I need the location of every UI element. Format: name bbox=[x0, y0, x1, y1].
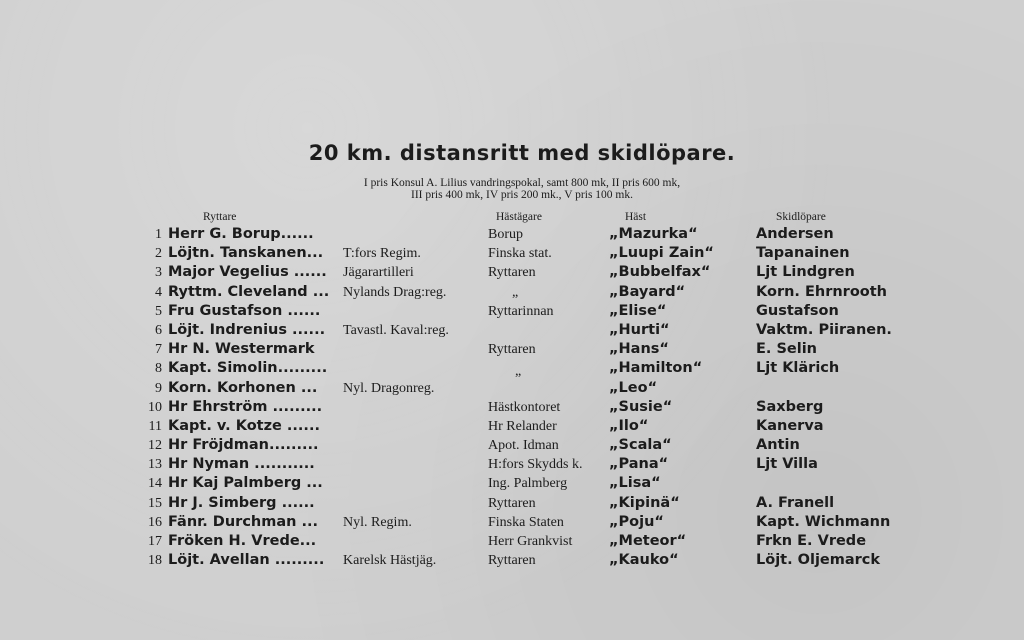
skier-name: Löjt. Oljemarck bbox=[756, 552, 881, 569]
skier-name: E. Selin bbox=[756, 341, 818, 358]
horse-name: „Susie“ bbox=[609, 398, 673, 415]
prize-line-1: I pris Konsul A. Lilius vandringspokal, samt 800 mk, II pris 600 mk, bbox=[363, 177, 681, 189]
horse-name: „Hurti“ bbox=[609, 321, 670, 338]
rider-name: Löjtn. Tanskanen... bbox=[168, 245, 324, 262]
table-row bbox=[0, 474, 1024, 493]
entries-table bbox=[0, 225, 1024, 570]
rider-unit: Jägarartilleri bbox=[343, 265, 414, 281]
horse-name: „Leo“ bbox=[609, 379, 658, 396]
table-row bbox=[0, 494, 1024, 513]
rider-name: Korn. Korhonen ... bbox=[168, 379, 318, 396]
row-number: 15 bbox=[148, 495, 162, 511]
skier-name: Tapanainen bbox=[756, 245, 850, 262]
row-number: 1 bbox=[155, 227, 162, 242]
horse-name: „Poju“ bbox=[609, 513, 664, 530]
horse-name: „Bayard“ bbox=[609, 283, 686, 300]
page-title: 20 km. distansritt med skidlöpare. bbox=[308, 141, 736, 165]
rider-unit: T:fors Regim. bbox=[343, 246, 421, 262]
skier-name: Gustafson bbox=[756, 302, 839, 319]
row-number: 9 bbox=[155, 380, 162, 396]
horse-owner: Herr Grankvist bbox=[488, 534, 573, 549]
rider-name: Hr Nyman ........... bbox=[168, 456, 315, 473]
horse-name: „Ilo“ bbox=[609, 417, 649, 434]
skier-name: Korn. Ehrnrooth bbox=[756, 283, 888, 300]
rider-name: Hr Kaj Palmberg ... bbox=[168, 475, 323, 492]
horse-owner: Ryttaren bbox=[488, 495, 536, 511]
row-number: 11 bbox=[148, 418, 162, 434]
rider-unit: Nyl. Dragonreg. bbox=[343, 380, 435, 396]
skier-name: Kanerva bbox=[756, 417, 824, 434]
table-row bbox=[0, 379, 1024, 398]
rider-name: Hr Fröjdman......... bbox=[168, 437, 319, 454]
horse-owner: Finska stat. bbox=[488, 246, 552, 262]
horse-name: „Kipinä“ bbox=[609, 494, 680, 511]
rider-unit: Nyl. Regim. bbox=[343, 514, 412, 530]
rider-name: Löjt. Avellan ......... bbox=[168, 552, 325, 569]
table-row bbox=[0, 244, 1024, 263]
column-header-owner: Hästägare bbox=[496, 211, 542, 223]
row-number: 8 bbox=[155, 361, 162, 377]
table-row bbox=[0, 551, 1024, 570]
table-row bbox=[0, 417, 1024, 436]
skier-name: Ljt Lindgren bbox=[756, 264, 855, 281]
horse-name: „Bubbelfax“ bbox=[609, 264, 711, 281]
horse-owner-ditto: „ bbox=[512, 284, 519, 300]
table-row bbox=[0, 398, 1024, 417]
skier-name: Saxberg bbox=[756, 398, 824, 415]
horse-name: „Meteor“ bbox=[609, 533, 687, 549]
table-row bbox=[0, 263, 1024, 282]
table-row bbox=[0, 455, 1024, 474]
row-number: 10 bbox=[148, 399, 162, 415]
horse-owner: Hr Relander bbox=[488, 418, 557, 434]
skier-name: Andersen bbox=[756, 226, 834, 242]
horse-owner-ditto: „ bbox=[515, 364, 522, 380]
rider-name: Kapt. Simolin......... bbox=[168, 360, 328, 377]
table-row bbox=[0, 513, 1024, 532]
row-number: 12 bbox=[148, 438, 162, 454]
row-number: 13 bbox=[148, 457, 162, 473]
rider-unit: Karelsk Hästjäg. bbox=[343, 553, 437, 569]
column-header-skier: Skidlöpare bbox=[776, 211, 826, 223]
horse-name: „Mazurka“ bbox=[609, 226, 698, 242]
row-number: 6 bbox=[155, 322, 162, 338]
column-header-horse: Häst bbox=[625, 211, 647, 223]
row-number: 5 bbox=[155, 303, 162, 319]
horse-owner: Ing. Palmberg bbox=[488, 476, 568, 492]
table-row bbox=[0, 436, 1024, 455]
table-row bbox=[0, 302, 1024, 321]
rider-name: Fänr. Durchman ... bbox=[168, 513, 319, 530]
horse-owner: Ryttaren bbox=[488, 342, 536, 358]
rider-unit: Nylands Drag:reg. bbox=[343, 284, 447, 300]
table-row bbox=[0, 225, 1024, 244]
row-number: 18 bbox=[148, 553, 162, 569]
column-header-rider: Ryttare bbox=[203, 211, 237, 223]
horse-owner: Finska Staten bbox=[488, 514, 564, 530]
rider-name: Hr N. Westermark bbox=[168, 341, 315, 358]
rider-name: Ryttm. Cleveland ... bbox=[168, 283, 330, 300]
row-number: 2 bbox=[155, 246, 162, 262]
row-number: 17 bbox=[148, 534, 162, 549]
horse-name: „Elise“ bbox=[609, 302, 667, 319]
skier-name: Kapt. Wichmann bbox=[756, 513, 891, 530]
rider-name: Kapt. v. Kotze ...... bbox=[168, 417, 320, 434]
horse-name: „Hamilton“ bbox=[609, 360, 703, 377]
row-number: 16 bbox=[148, 514, 162, 530]
horse-name: „Scala“ bbox=[609, 437, 672, 454]
table-row bbox=[0, 340, 1024, 359]
rider-name: Hr Ehrström ......... bbox=[168, 398, 323, 415]
table-row bbox=[0, 283, 1024, 302]
horse-name: „Luupi Zain“ bbox=[609, 245, 714, 262]
horse-owner: Ryttaren bbox=[488, 265, 536, 281]
skier-name: Ljt Klärich bbox=[756, 360, 840, 377]
horse-name: „Pana“ bbox=[609, 456, 669, 473]
rider-name: Löjt. Indrenius ...... bbox=[168, 321, 326, 338]
prize-line-2: III pris 400 mk, IV pris 200 mk., V pris 100 mk. bbox=[410, 189, 633, 201]
skier-name: A. Franell bbox=[756, 494, 835, 511]
rider-name: Fru Gustafson ...... bbox=[168, 302, 321, 319]
skier-name: Frkn E. Vrede bbox=[756, 533, 867, 549]
skier-name: Ljt Villa bbox=[756, 456, 818, 473]
table-row bbox=[0, 321, 1024, 340]
row-number: 7 bbox=[155, 342, 162, 358]
horse-owner: Hästkontoret bbox=[488, 399, 561, 415]
row-number: 4 bbox=[155, 284, 162, 300]
horse-name: „Kauko“ bbox=[609, 552, 679, 569]
rider-unit: Tavastl. Kaval:reg. bbox=[343, 322, 449, 338]
skier-name: Antin bbox=[756, 437, 800, 454]
horse-owner: Borup bbox=[488, 227, 523, 242]
rider-name: Fröken H. Vrede... bbox=[168, 533, 317, 549]
horse-owner: Ryttaren bbox=[488, 553, 536, 569]
row-number: 3 bbox=[155, 265, 162, 281]
table-row bbox=[0, 359, 1024, 378]
rider-name: Hr J. Simberg ...... bbox=[168, 494, 315, 511]
horse-owner: Apot. Idman bbox=[488, 438, 559, 454]
skier-name: Vaktm. Piiranen. bbox=[756, 321, 892, 338]
rider-name: Herr G. Borup...... bbox=[168, 226, 314, 242]
horse-owner: Ryttarinnan bbox=[488, 303, 554, 319]
horse-name: „Hans“ bbox=[609, 341, 669, 358]
horse-owner: H:fors Skydds k. bbox=[488, 457, 583, 473]
table-row bbox=[0, 532, 1024, 551]
rider-name: Major Vegelius ...... bbox=[168, 264, 327, 281]
horse-name: „Lisa“ bbox=[609, 475, 661, 492]
row-number: 14 bbox=[148, 476, 162, 492]
